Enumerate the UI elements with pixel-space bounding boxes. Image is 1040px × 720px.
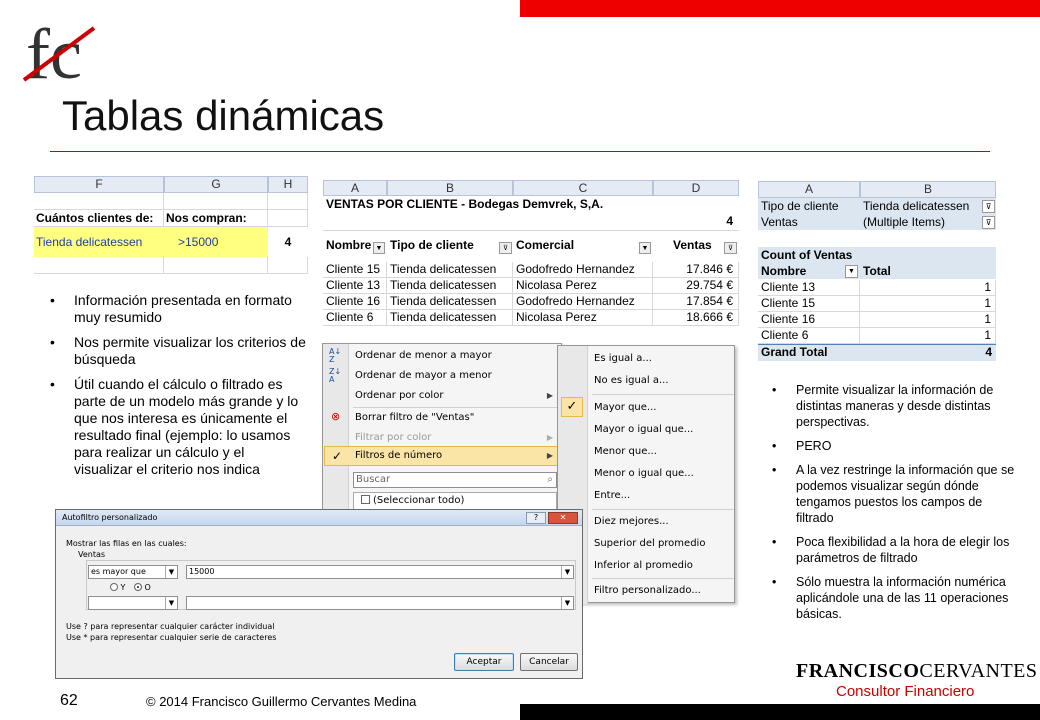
pivot-filter-value: Tienda delicatessen: [863, 199, 970, 213]
col-header-a: A: [758, 181, 860, 198]
grid-cell: [164, 193, 268, 210]
operator-select-2[interactable]: [88, 596, 178, 610]
dialog-hint-2: Use * para representar cualquier serie de caracteres: [66, 633, 277, 642]
table-cell: Nicolasa Perez: [513, 278, 653, 294]
dialog-title: Autofiltro personalizado: [62, 513, 158, 522]
menu-item-filter-color[interactable]: [355, 428, 561, 448]
table-cell: Tienda delicatessen: [387, 262, 513, 278]
submenu-item-above-avg[interactable]: Superior del promedio: [594, 538, 706, 549]
submenu-item-less[interactable]: Menor que...: [594, 446, 657, 457]
top-accent-bar: [520, 0, 1040, 17]
radio-y-label: Y: [120, 583, 126, 592]
dialog-field-label: Ventas: [78, 550, 106, 559]
table-cell: Tienda delicatessen: [387, 310, 513, 326]
brand-name-light: CERVANTES: [919, 660, 1038, 682]
bottom-accent-bar: [520, 704, 1040, 720]
sort-asc-icon: A↓ Z: [329, 348, 342, 364]
slide-title: Tablas dinámicas: [62, 92, 385, 139]
menu-item-label: Filtros de número: [355, 450, 443, 461]
bullet-item: • A la vez restringe la información que se podemos visualizar según dónde tengamos puestos los campos de filtrado: [766, 462, 1018, 526]
brand-subtitle: Consultor Financiero: [836, 683, 975, 700]
cancel-button[interactable]: Cancelar: [520, 653, 578, 671]
pivot-header-nombre: Nombre: [761, 264, 807, 278]
filter-dropdown-icon[interactable]: ▼: [373, 242, 385, 254]
sales-table: [323, 180, 739, 325]
submenu-item-custom[interactable]: Filtro personalizado...: [594, 585, 701, 596]
menu-separator: [592, 394, 734, 395]
criteria-table: [34, 176, 308, 274]
grid-cell: [164, 257, 268, 274]
operator-value: es mayor que: [91, 567, 146, 576]
close-icon[interactable]: ✕: [548, 512, 578, 524]
logic-radio-group: [110, 583, 170, 595]
table-cell: Cliente 16: [323, 294, 387, 310]
col-header-h: H: [268, 176, 308, 193]
chevron-right-icon: ▶: [546, 391, 553, 400]
bullet-item: • Nos permite visualizar los criterios de búsqueda: [44, 334, 306, 368]
chevron-down-icon: ▼: [165, 566, 177, 578]
submenu-item-greater-equal[interactable]: Mayor o igual que...: [594, 424, 694, 435]
pivot-filter-value: (Multiple Items): [863, 215, 946, 229]
criteria-value-threshold: >15000: [178, 235, 219, 249]
pivot-filter-icon[interactable]: ⊽: [982, 200, 995, 213]
pivot-table: [758, 181, 996, 361]
table-cell: Cliente 6: [323, 310, 387, 326]
col-header-f: F: [34, 176, 164, 193]
menu-item-number-filters[interactable]: [355, 446, 561, 466]
table-cell: Cliente 13: [323, 278, 387, 294]
pivot-row-value: 1: [860, 312, 996, 328]
search-icon: ⌕: [547, 474, 553, 485]
table-cell: 18.666 €: [653, 310, 739, 326]
filter-dropdown-icon[interactable]: ▼: [639, 242, 651, 254]
submenu-item-not-equals[interactable]: No es igual a...: [594, 375, 669, 386]
pivot-row-label: Cliente 15: [758, 296, 860, 312]
bullet-item: • Información presentada en formato muy resumido: [44, 292, 306, 326]
submenu-item-less-equal[interactable]: Menor o igual que...: [594, 468, 694, 479]
sales-table-title: VENTAS POR CLIENTE - Bodegas Demvrek, S,A.: [326, 197, 604, 211]
grid-cell: [34, 193, 164, 210]
operator-select-1[interactable]: [88, 565, 178, 579]
menu-item-sort-color[interactable]: [355, 386, 561, 406]
criteria-label-buy: Nos compran:: [164, 210, 268, 227]
header-ventas: Ventas: [673, 238, 712, 252]
pivot-header-total: Total: [863, 264, 891, 278]
pivot-filter-icon[interactable]: ⊽: [982, 216, 995, 229]
dialog-instruction: Mostrar las filas en las cuales:: [66, 539, 187, 548]
sort-desc-icon: Z↓ A: [329, 368, 342, 384]
select-all-item[interactable]: [361, 494, 541, 508]
sales-count: 4: [726, 214, 733, 228]
checkmark-icon: ✓: [561, 397, 583, 417]
grid-cell: [268, 257, 308, 274]
header-nombre: Nombre: [326, 238, 372, 252]
bullet-item: • Poca flexibilidad a la hora de elegir los parámetros de filtrado: [766, 534, 1018, 566]
brand-name: [796, 660, 1038, 683]
grid-cell: [34, 257, 164, 274]
col-header-b: B: [860, 181, 996, 198]
pivot-row-label: Cliente 13: [758, 280, 860, 296]
chevron-right-icon: ▶: [546, 433, 553, 442]
menu-item-label: Ordenar por color: [355, 390, 444, 401]
title-divider: [50, 151, 990, 152]
pivot-row-value: 1: [860, 328, 996, 344]
checkmark-icon: ✓: [331, 449, 343, 463]
submenu-item-between[interactable]: Entre...: [594, 490, 631, 501]
pivot-filter-label: Ventas: [761, 215, 798, 229]
dialog-hint-1: Use ? para representar cualquier carácter individual: [66, 622, 275, 631]
grid-line: [323, 230, 739, 231]
table-cell: 29.754 €: [653, 278, 739, 294]
sales-rows: [323, 262, 739, 326]
criteria-value-type: Tienda delicatessen: [36, 235, 143, 249]
pivot-row-label: Cliente 16: [758, 312, 860, 328]
radio-y[interactable]: [110, 583, 118, 591]
col-header-c: C: [513, 180, 653, 196]
table-cell: Godofredo Hernandez: [513, 294, 653, 310]
col-header-a: A: [323, 180, 387, 196]
page-number: 62: [60, 692, 78, 709]
right-bullet-list: [766, 382, 1018, 630]
number-filter-submenu: [557, 345, 735, 603]
bullet-item: • Permite visualizar la información de distintas maneras y desde distintas perspectivas.: [766, 382, 1018, 430]
bullet-item: • Sólo muestra la información numérica aplicándole una de las 11 operaciones básicas.: [766, 574, 1018, 622]
table-cell: Godofredo Hernandez: [513, 262, 653, 278]
select-all-label: (Seleccionar todo): [373, 495, 465, 506]
chevron-down-icon: ▼: [561, 597, 573, 609]
pivot-filter-label: Tipo de cliente: [761, 199, 839, 213]
submenu-item-below-avg[interactable]: Inferior al promedio: [594, 560, 693, 571]
filter-applied-icon[interactable]: ⊽: [724, 242, 737, 254]
table-cell: Nicolasa Perez: [513, 310, 653, 326]
search-placeholder: Buscar: [356, 474, 391, 485]
filter-applied-icon[interactable]: ⊽: [499, 242, 512, 254]
help-button[interactable]: ?: [526, 512, 546, 524]
menu-item-clear-filter[interactable]: Borrar filtro de "Ventas": [355, 412, 475, 423]
col-header-b: B: [387, 180, 513, 196]
menu-search-input[interactable]: [353, 472, 557, 488]
table-cell: Tienda delicatessen: [387, 294, 513, 310]
brand-name-bold: FRANCISCO: [796, 660, 920, 682]
pivot-row-label: Cliente 6: [758, 328, 860, 344]
bullet-item: • Útil cuando el cálculo o filtrado es parte de un modelo más grande y lo que nos interesa es únicamente el resultado final (ejemplo: lo usamos para realizar un cálculo y el visualizar el criterio nos indica: [44, 376, 306, 478]
pivot-grand-total-value: 4: [985, 345, 992, 359]
criteria-result: 4: [284, 235, 292, 249]
clear-filter-icon: ⊗: [331, 410, 341, 423]
criteria-label-clients: Cuántos clientes de:: [34, 210, 164, 227]
table-cell: Tienda delicatessen: [387, 278, 513, 294]
logo-text: fc: [26, 14, 82, 88]
filter-menu: [322, 343, 562, 515]
pivot-grand-total-label: Grand Total: [761, 345, 828, 359]
header-comercial: Comercial: [516, 238, 575, 252]
submenu-item-top10[interactable]: Diez mejores...: [594, 516, 669, 527]
pivot-row-value: 1: [860, 296, 996, 312]
submenu-item-equals[interactable]: Es igual a...: [594, 353, 652, 364]
chevron-down-icon: ▼: [165, 597, 177, 609]
pivot-row-value: 1: [860, 280, 996, 296]
grid-cell: [268, 193, 308, 210]
col-header-g: G: [164, 176, 268, 193]
left-bullet-list: [44, 292, 306, 512]
menu-item-sort-asc[interactable]: Ordenar de menor a mayor: [355, 350, 492, 361]
menu-item-label: Filtrar por color: [355, 432, 432, 443]
value-input-1[interactable]: [186, 565, 574, 579]
table-cell: Cliente 15: [323, 262, 387, 278]
value-input-2[interactable]: [186, 596, 574, 610]
menu-item-sort-desc[interactable]: Ordenar de mayor a menor: [355, 370, 492, 381]
ok-button[interactable]: Aceptar: [454, 653, 514, 671]
menu-separator: [592, 509, 734, 510]
fc-logo: [22, 8, 112, 88]
grid-cell: [268, 210, 308, 227]
chevron-down-icon: ▼: [561, 566, 573, 578]
checkbox-icon: [361, 495, 370, 504]
header-tipo: Tipo de cliente: [390, 238, 474, 252]
bullet-item: • PERO: [766, 438, 1018, 454]
table-cell: 17.846 €: [653, 262, 739, 278]
table-cell: 17.854 €: [653, 294, 739, 310]
pivot-count-label: Count of Ventas: [761, 248, 853, 262]
radio-o-label: O: [144, 583, 151, 592]
value-text: 15000: [189, 567, 215, 576]
submenu-item-greater[interactable]: Mayor que...: [594, 402, 657, 413]
col-header-d: D: [653, 180, 739, 196]
chevron-down-icon[interactable]: ▼: [845, 265, 858, 278]
menu-separator: [592, 578, 734, 579]
chevron-right-icon: ▶: [546, 451, 553, 460]
custom-autofilter-dialog: [55, 509, 583, 679]
copyright-text: © 2014 Francisco Guillermo Cervantes Medina: [146, 694, 417, 709]
radio-o[interactable]: [134, 583, 142, 591]
